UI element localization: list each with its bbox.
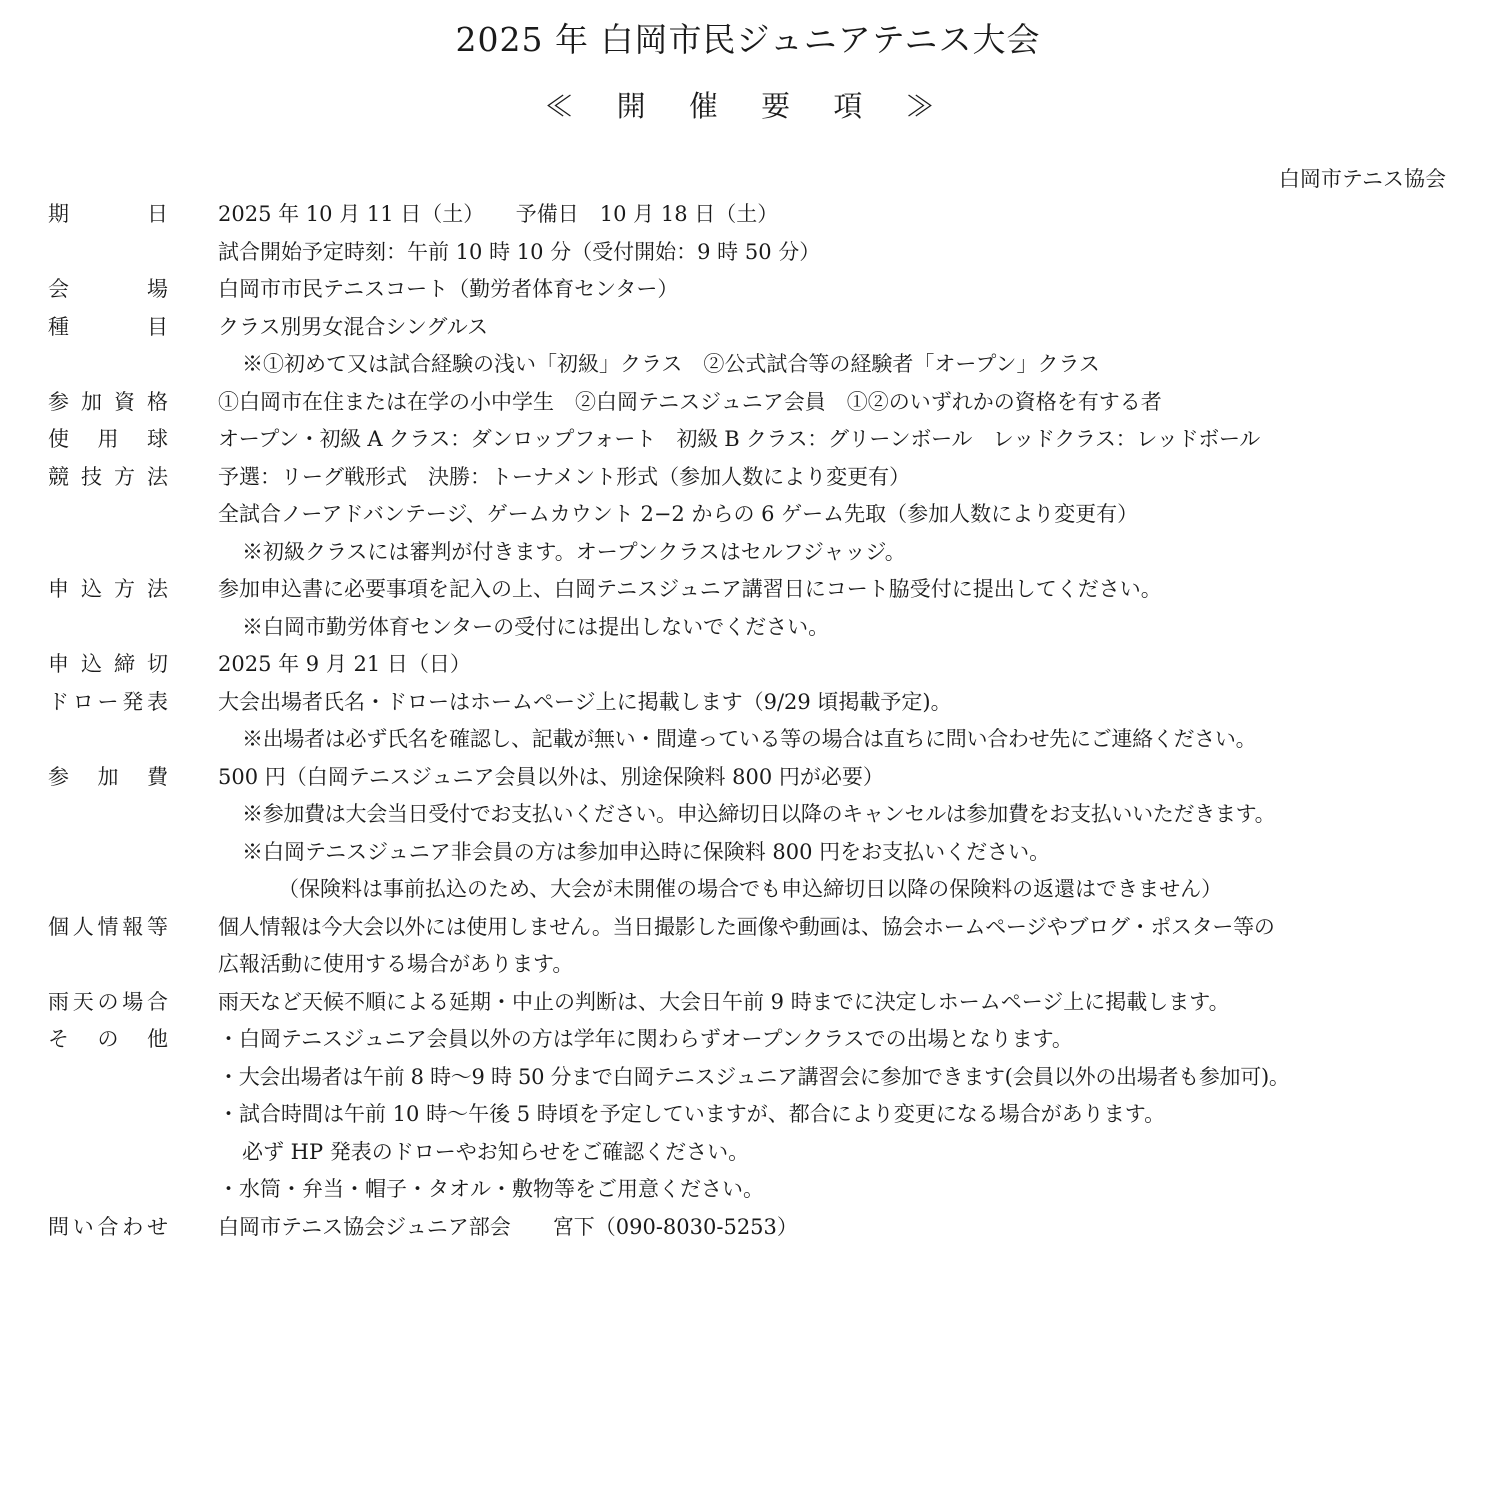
draw-note: ※出場者は必ず氏名を確認し、記載が無い・間違っている等の場合は直ちに問い合わせ先にご連絡ください。	[242, 727, 1257, 751]
row-format	[48, 459, 1468, 572]
privacy-line: 個人情報は今大会以外には使用しません。当日撮影した画像や動画は、協会ホームページやブログ・ポスター等の	[218, 914, 1275, 939]
guideline-table	[48, 196, 1468, 1246]
label-eligibility: 参加資格	[48, 389, 168, 414]
label-rain: 雨天の場合	[48, 989, 168, 1014]
row-draw	[48, 684, 1468, 759]
application-line: 参加申込書に必要事項を記入の上、白岡テニスジュニア講習日にコート脇受付に提出してください。	[218, 577, 1162, 601]
label-other: そ の 他	[48, 1027, 168, 1051]
label-fee: 参加費	[48, 764, 168, 789]
contact-line: 白岡市テニス協会ジュニア部会 宮下（090-8030-5253）	[218, 1214, 798, 1239]
fee-note-refund: （保険料は事前払込のため、大会が未開催の場合でも申込締切日以降の保険料の返還はできません）	[278, 877, 1223, 901]
row-rain	[48, 984, 1468, 1022]
row-eligibility	[48, 384, 1468, 422]
content-format	[218, 459, 1466, 572]
label-privacy: 個人情報等	[48, 914, 168, 939]
label-draw: ドロー発表	[48, 689, 168, 714]
page-title: 2025 年 白岡市民ジュニアテニス大会	[455, 20, 1041, 59]
ball-line: オープン・初級 A クラス：ダンロップフォート 初級 B クラス：グリーンボール レッドクラス：レッドボール	[218, 427, 1260, 451]
deadline-line: 2025 年 9 月 21 日（日）	[218, 652, 471, 676]
start-time-line: 試合開始予定時刻：午前 10 時 10 分（受付開始：9 時 50 分）	[218, 239, 821, 264]
events-note: ※①初めて又は試合経験の浅い「初級」クラス ②公式試合等の経験者「オープン」クラス	[242, 352, 1100, 376]
other-item-open-class: ・白岡テニスジュニア会員以外の方は学年に関わらずオープンクラスでの出場となります。	[218, 1027, 1073, 1051]
content-ball	[218, 421, 1466, 459]
fee-line: 500 円（白岡テニスジュニア会員以外は、別途保険料 800 円が必要）	[218, 764, 884, 789]
page-subtitle: ≪ 開 催 要 項 ≫	[544, 89, 952, 123]
content-fee	[218, 759, 1466, 909]
content-other	[218, 1021, 1466, 1209]
content-events	[218, 309, 1466, 384]
privacy-line-2: 広報活動に使用する場合があります。	[218, 952, 574, 976]
label-ball: 使用球	[48, 427, 168, 451]
row-fee	[48, 759, 1468, 909]
content-application	[218, 571, 1466, 646]
fee-note-insurance: ※白岡テニスジュニア非会員の方は参加申込時に保険料 800 円をお支払いください。	[242, 839, 1051, 864]
content-eligibility	[218, 384, 1466, 422]
row-events	[48, 309, 1468, 384]
other-item-belongings: ・水筒・弁当・帽子・タオル・敷物等をご用意ください。	[218, 1177, 764, 1201]
format-scoring-line: 全試合ノーアドバンテージ、ゲームカウント 2−2 からの 6 ゲーム先取（参加人数により変更有）	[218, 502, 1139, 526]
content-contact	[218, 1209, 1466, 1247]
row-privacy	[48, 909, 1468, 984]
label-events: 種 目	[48, 314, 168, 339]
label-venue: 会 場	[48, 277, 168, 301]
label-application: 申込方法	[48, 577, 168, 601]
content-privacy	[218, 909, 1466, 984]
row-date	[48, 196, 1468, 271]
fee-note-cancel: ※参加費は大会当日受付でお支払いください。申込締切日以降のキャンセルは参加費をお支払いいただきます。	[242, 802, 1276, 826]
content-date	[218, 196, 1466, 271]
date-line: 2025 年 10 月 11 日（土） 予備日 10 月 18 日（土）	[218, 202, 779, 226]
row-ball	[48, 421, 1468, 459]
content-draw	[218, 684, 1466, 759]
label-format: 競技方法	[48, 464, 168, 489]
other-item-lesson: ・大会出場者は午前 8 時〜9 時 50 分まで白岡テニスジュニア講習会に参加できます(会員以外の出場者も参加可)。	[218, 1064, 1290, 1089]
organizer: 白岡市テニス協会	[1278, 167, 1446, 191]
rain-line: 雨天など天候不順による延期・中止の判断は、大会日午前 9 時までに決定しホームページ上に掲載します。	[218, 989, 1230, 1014]
row-deadline	[48, 646, 1468, 684]
format-note: ※初級クラスには審判が付きます。オープンクラスはセルフジャッジ。	[242, 539, 906, 564]
label-contact: 問い合わせ	[48, 1214, 168, 1239]
row-venue	[48, 271, 1468, 309]
content-venue	[218, 271, 1466, 309]
row-application	[48, 571, 1468, 646]
content-deadline	[218, 646, 1466, 684]
other-item-schedule-note: 必ず HP 発表のドローやお知らせをご確認ください。	[242, 1139, 750, 1164]
application-note: ※白岡市勤労体育センターの受付には提出しないでください。	[242, 614, 830, 639]
events-line: クラス別男女混合シングルス	[218, 314, 489, 339]
other-item-schedule: ・試合時間は午前 10 時〜午後 5 時頃を予定していますが、都合により変更になる場合があります。	[218, 1102, 1166, 1126]
label-date: 期 日	[48, 202, 168, 226]
row-contact	[48, 1209, 1468, 1247]
content-rain	[218, 984, 1466, 1022]
draw-line: 大会出場者氏名・ドローはホームページ上に掲載します（9/29 頃掲載予定)。	[218, 689, 952, 714]
venue-line: 白岡市市民テニスコート（勤労者体育センター）	[218, 277, 679, 301]
format-line: 予選：リーグ戦形式 決勝：トーナメント形式（参加人数により変更有）	[218, 464, 911, 489]
label-deadline: 申込締切	[48, 652, 168, 676]
row-other	[48, 1021, 1468, 1209]
eligibility-line: ①白岡市在住または在学の小中学生 ②白岡テニスジュニア会員 ①②のいずれかの資格を有する者	[218, 389, 1162, 414]
